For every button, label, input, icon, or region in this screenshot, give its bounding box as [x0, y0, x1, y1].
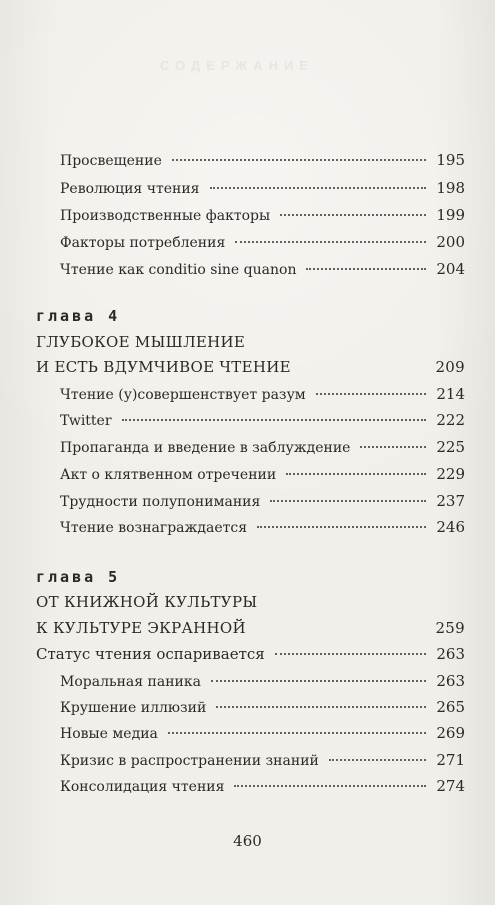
- dot-leader: [275, 653, 427, 655]
- dot-leader: [210, 187, 427, 189]
- toc-entry-page: 225: [436, 438, 465, 456]
- toc-entry-conditio: [60, 260, 465, 278]
- toc-entry-title: Чтение (у)совершенствует разум: [60, 387, 306, 403]
- toc-entry-page: 265: [436, 698, 465, 716]
- dot-leader: [329, 759, 427, 761]
- toc-entry-knowledge-crisis: [60, 751, 465, 769]
- toc-entry-page: 204: [436, 260, 465, 278]
- dot-leader: [211, 680, 426, 682]
- toc-entry-half-understanding: [60, 492, 465, 510]
- toc-entry-reading-rewarded: [60, 518, 465, 536]
- toc-entry-moral-panic: [60, 672, 465, 690]
- toc-entry-revolution-reading: [60, 179, 465, 197]
- chapter-5-page: 259: [435, 619, 465, 637]
- toc-entry-page: 200: [436, 233, 465, 251]
- toc-entry-production-factors: [60, 206, 465, 224]
- toc-entry-title: Чтение как conditio sine quanon: [60, 262, 297, 278]
- toc-entry-title: Моральная паника: [60, 674, 201, 690]
- dot-leader: [360, 446, 426, 448]
- toc-entry-new-media: [60, 724, 465, 742]
- toc-entry-title: Производственные факторы: [60, 208, 271, 224]
- dot-leader: [168, 732, 426, 734]
- toc-entry-prosveshchenie: [60, 151, 465, 169]
- page-number: 460: [233, 832, 262, 850]
- toc-entry-title: Консолидация чтения: [60, 779, 225, 795]
- toc-entry-collapse-illusions: [60, 698, 465, 716]
- toc-entry-title: Крушение иллюзий: [60, 700, 207, 716]
- dot-leader: [280, 214, 426, 216]
- toc-entry-title: Пропаганда и введение в заблуждение: [60, 440, 351, 456]
- toc-entry-title: Просвещение: [60, 153, 162, 169]
- dot-leader: [270, 500, 426, 502]
- toc-entry-title: Факторы потребления: [60, 235, 226, 251]
- dot-leader: [172, 159, 427, 161]
- chapter-5-label: глава 5: [36, 568, 121, 586]
- chapter-title-text: ГЛУБОКОЕ МЫШЛЕНИЕ: [36, 333, 246, 351]
- dot-leader: [235, 241, 426, 243]
- chapter-title-text: И ЕСТЬ ВДУМЧИВОЕ ЧТЕНИЕ: [36, 358, 291, 376]
- toc-entry-page: 229: [436, 465, 465, 483]
- chapter-4-title-line-2: [36, 358, 465, 376]
- dot-leader: [257, 526, 426, 528]
- dot-leader: [234, 785, 426, 787]
- dot-leader: [306, 268, 426, 270]
- chapter-title-text: К КУЛЬТУРЕ ЭКРАННОЙ: [36, 619, 246, 637]
- toc-entry-title: Кризис в распространении знаний: [60, 753, 319, 769]
- chapter-4-label: глава 4: [36, 307, 121, 325]
- toc-entry-title: Twitter: [60, 413, 112, 429]
- toc-entry-page: 195: [436, 151, 465, 169]
- toc-entry-reading-improves-mind: [60, 385, 465, 403]
- bleed-through-heading: СОДЕРЖАНИЕ: [160, 58, 314, 73]
- toc-entry-page: 269: [436, 724, 465, 742]
- toc-entry-title: Чтение вознаграждается: [60, 520, 248, 536]
- toc-entry-page: 199: [436, 206, 465, 224]
- toc-entry-title: Новые медиа: [60, 726, 158, 742]
- toc-entry-page: 246: [436, 518, 465, 536]
- toc-entry-twitter: [60, 411, 465, 429]
- toc-entry-status-contested: [36, 645, 465, 663]
- toc-entry-propaganda: [60, 438, 465, 456]
- toc-entry-page: 214: [436, 385, 465, 403]
- toc-entry-consolidation-reading: [60, 777, 465, 795]
- toc-entry-title: Статус чтения оспаривается: [36, 645, 265, 663]
- chapter-title-text: ОТ КНИЖНОЙ КУЛЬТУРЫ: [36, 593, 258, 611]
- toc-entry-page: 237: [436, 492, 465, 510]
- toc-entry-page: 271: [436, 751, 465, 769]
- toc-entry-title: Акт о клятвенном отречении: [60, 467, 277, 483]
- toc-entry-page: 198: [436, 179, 465, 197]
- dot-leader: [286, 473, 426, 475]
- chapter-4-page: 209: [435, 358, 465, 376]
- chapter-5-title-line-2: [36, 619, 465, 637]
- toc-entry-page: 222: [436, 411, 465, 429]
- toc-entry-oath-act: [60, 465, 465, 483]
- toc-entry-consumption-factors: [60, 233, 465, 251]
- toc-entry-title: Революция чтения: [60, 181, 200, 197]
- toc-entry-title: Трудности полупонимания: [60, 494, 261, 510]
- toc-entry-page: 263: [436, 645, 465, 663]
- toc-entry-page: 263: [436, 672, 465, 690]
- chapter-5-title-line-1: [36, 593, 465, 611]
- dot-leader: [216, 706, 426, 708]
- chapter-4-title-line-1: [36, 333, 465, 351]
- toc-entry-page: 274: [436, 777, 465, 795]
- dot-leader: [316, 393, 427, 395]
- dot-leader: [122, 419, 427, 421]
